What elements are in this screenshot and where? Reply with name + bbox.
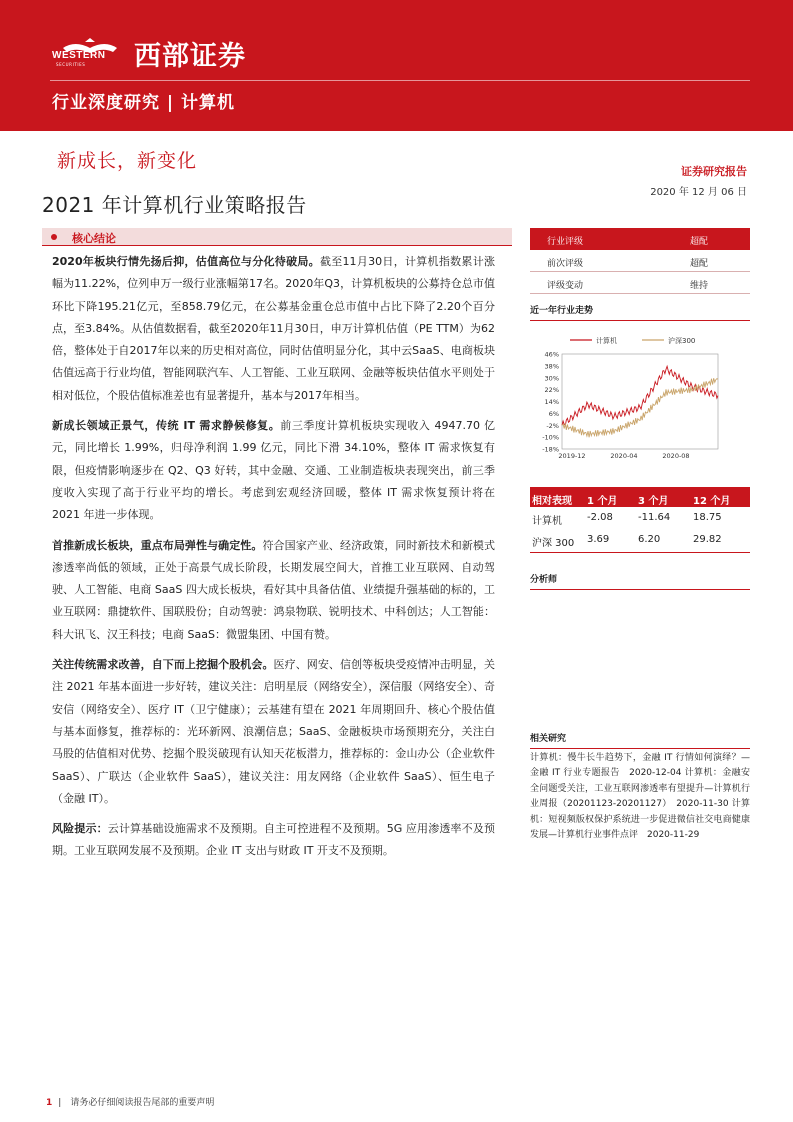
performance-cell: 沪深 300	[532, 538, 575, 549]
performance-header: 相对表现	[532, 496, 572, 507]
brand-name: 西部证券	[134, 41, 246, 72]
paragraph-text: 云计算基础设施需求不及预期。自主可控进程不及预期。5G 应用渗透率不及预期。工业互联网发展不及预期。企业 IT 支出与财政 IT 开支不及预期。	[52, 822, 495, 858]
performance-table	[530, 487, 750, 551]
paragraph-lead: 首推新成长板块，重点布局弹性与确定性。	[52, 538, 263, 552]
report-date: 2020 年 12 月 06 日	[650, 187, 747, 198]
logo-text: WESTERN	[52, 50, 106, 61]
rating-row	[530, 228, 750, 250]
y-tick-label: 22%	[544, 386, 559, 395]
bullet-icon	[51, 234, 57, 240]
paragraph-text: 符合国家产业、经济政策，同时新技术和新模式渗透率尚低的领域，正处于高景气成长阶段，长期发展空间大，首推工业互联网、自动驾驶、人工智能、电商 SaaS 四大成长板块，看好其中具备估值、业绩提升强基础的标的，工业互联网：鼎捷软件、国联股份；自动驾驶：鸿泉物联、锐明技术、中科创达；人工智能：科大讯飞、汉王科技；电商 SaaS：微盟集团、中国有赞。	[52, 538, 496, 641]
x-tick-label: 2020-08	[662, 452, 690, 460]
performance-row	[530, 529, 750, 551]
rating-value: 超配	[690, 237, 709, 247]
performance-header-row	[530, 487, 750, 507]
page-title: 2021 年计算机行业策略报告	[42, 193, 307, 217]
logo-subtext: SECURITIES	[56, 62, 86, 67]
report-subtitle: 新成长，新变化	[57, 150, 198, 172]
paragraph-lead: 2020年板块行情先扬后抑，估值高位与分化待破局。	[52, 255, 320, 268]
report-type: 证券研究报告	[681, 165, 747, 178]
paragraph-lead: 关注传统需求改善，自下而上挖掘个股机会。	[52, 658, 274, 672]
page-number: 1	[46, 1098, 53, 1108]
footer-note: 请务必仔细阅读报告尾部的重要声明	[70, 1098, 215, 1108]
series-line-0	[562, 366, 718, 425]
divider	[530, 552, 750, 553]
paragraph	[52, 654, 495, 810]
header-divider	[50, 80, 750, 81]
performance-cell: 29.82	[693, 534, 722, 545]
analyst-label: 分析师	[530, 572, 750, 590]
y-tick-label: 6%	[548, 409, 559, 418]
y-tick-label: -2%	[546, 421, 559, 430]
y-tick-label: 14%	[544, 398, 559, 406]
section-header	[42, 228, 512, 246]
rating-value: 维持	[690, 281, 709, 291]
rating-key: 前次评级	[547, 259, 584, 269]
performance-row	[530, 507, 750, 529]
performance-header: 12 个月	[693, 496, 731, 507]
performance-cell: 3.69	[587, 534, 610, 545]
performance-cell: 6.20	[638, 534, 661, 545]
y-tick-label: -18%	[542, 445, 559, 454]
x-tick-label: 2019-12	[558, 452, 586, 460]
main-content	[52, 251, 495, 871]
header-banner	[0, 0, 793, 131]
performance-cell: -2.08	[587, 512, 613, 523]
paragraph	[52, 535, 495, 646]
page-footer: 1 | 请务必仔细阅读报告尾部的重要声明	[46, 1098, 215, 1108]
paragraph-text: 医疗、网安、信创等板块受疫情冲击明显，关注 2021 年基本面进一步好转，建议关注：启明星辰（网络安全），深信服（网络安全）、奇安信（网络安全）、医疗 IT（卫宁健康）；云基建有望在 2021 年周期回升、核心个股估值与基本面修复，推荐标的：光环新网、浪潮信息；SaaS、金融板块市场预期充分，关注白马股的估值相对优势、挖掘个股災破现有认知天花板潜力，推荐标的：金山办公（企业软件 SaaS）、广联达（企业软件 SaaS），建议关注：用友网络（企业软件 SaaS）、恒生电子（金融 IT）。	[52, 658, 496, 805]
paragraph-text: 前三季度计算机板块实现收入 4947.70 亿元，同比增长 1.99%，归母净利润 1.99 亿元，同比下滑 34.10%，整体 IT 需求恢复有限，但疫情影响逐步在 Q2、Q3 好转，其中金融、交通、工业制造板块表现突出，前三季度收入实现了高于行业平均的增长。考虑到宏观经济回暖，整体 IT 需求恢复预计将在 2021 年进一步体现。	[52, 419, 495, 522]
y-tick-label: 38%	[544, 362, 559, 371]
paragraph-text: 截至11月30日，计算机指数累计涨幅为11.22%，位列申万一级行业涨幅第17名。2020年Q3，计算机板块的公募持仓总市值环比下降195.21亿元，至858.79亿元，在公募基金重仓总市值中占比下降了2.20个百分点，至3.84%。从估值数据看，截至2020年11月30日，申万计算机估值（PE TTM）为62倍，整体处于自2017年以来的历史相对高位，同时估值明显分化，其中云SaaS、电商板块估值远高于行业均值，智能网联汽车、人工智能、工业互联网、金融等板块估值水平则处于相对低位，个股估值标准差也有显著提升，基本与2017年相当。	[52, 255, 495, 402]
performance-header: 3 个月	[638, 496, 669, 507]
rating-key: 评级变动	[547, 281, 584, 291]
performance-cell: 18.75	[693, 512, 722, 523]
related-research-title: 相关研究	[530, 731, 750, 749]
rating-value: 超配	[690, 259, 709, 269]
paragraph	[52, 251, 495, 407]
section-label: 核心结论	[72, 232, 116, 245]
rating-table	[530, 228, 750, 294]
y-tick-label: 30%	[544, 374, 559, 383]
x-tick-label: 2020-04	[610, 452, 638, 460]
chart-frame	[562, 354, 718, 449]
performance-cell: -11.64	[638, 512, 671, 523]
legend-label: 计算机	[596, 337, 617, 345]
rating-row	[530, 250, 750, 272]
paragraph	[52, 415, 495, 526]
trend-chart	[530, 322, 750, 482]
rating-row	[530, 272, 750, 294]
related-research-list: 计算机：慢牛长牛趋势下，金融 IT 行情如何演绎？—金融 IT 行业专题报告 2020-12-04 计算机：金融安全问题受关注，工业互联网渗透率有望提升—计算机行业周报（20201123-20201127） 2020-11-30 计算机：短视频版权保护系统进一步促进微信社交电商健康发展—计算机行业事件点评 2020-11-29	[530, 753, 750, 841]
report-category: 行业深度研究 | 计算机	[52, 93, 236, 113]
performance-header: 1 个月	[587, 496, 618, 507]
rating-key: 行业评级	[547, 237, 584, 247]
paragraph-lead: 风险提示：	[52, 822, 108, 836]
performance-cell: 计算机	[532, 516, 562, 527]
y-tick-label: 46%	[544, 350, 559, 359]
chart-title: 近一年行业走势	[530, 303, 750, 321]
paragraph	[52, 818, 495, 863]
legend-label: 沪深300	[668, 337, 696, 345]
y-tick-label: -10%	[542, 433, 559, 442]
paragraph-lead: 新成长领域正景气，传统 IT 需求静候修复。	[52, 419, 281, 433]
